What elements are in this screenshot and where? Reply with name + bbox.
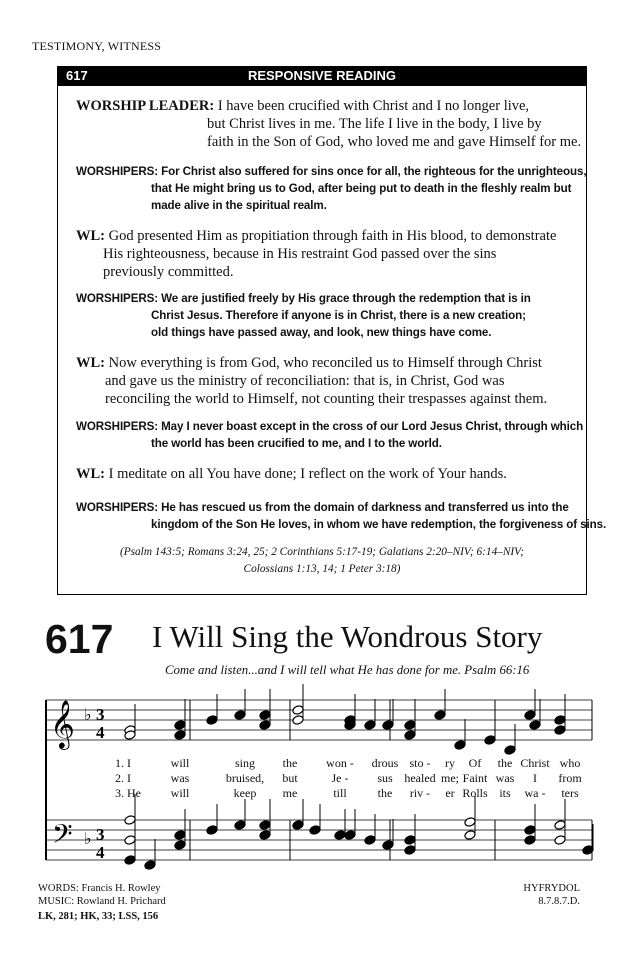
reading-line: Now everything is from God, who reconciled us to Himself through Christ xyxy=(108,355,542,371)
lyric-syllable: was xyxy=(495,771,515,785)
notehead xyxy=(524,710,536,721)
scripture-references xyxy=(57,544,587,578)
notehead xyxy=(464,817,476,828)
words-credit: WORDS: Francis H. Rowley xyxy=(38,883,161,894)
lyric-syllable: sing xyxy=(234,756,256,770)
notehead xyxy=(206,825,218,836)
reading-title: RESPONSIVE READING xyxy=(247,68,397,83)
reading-paragraph-4 xyxy=(76,290,531,341)
flat-sign-icon: ♭ xyxy=(84,705,92,724)
reading-line: the world has been crucified to me, and I to the world. xyxy=(151,437,442,450)
lyric-syllable: was xyxy=(170,771,190,785)
notehead xyxy=(234,710,246,721)
notehead xyxy=(124,815,136,826)
notehead xyxy=(404,845,416,856)
reading-paragraph-3 xyxy=(76,227,556,281)
notehead xyxy=(174,730,186,741)
reading-paragraph-8 xyxy=(76,499,606,533)
notehead xyxy=(259,720,271,731)
reading-line: WORSHIPERS: For Christ also suffered for sins once for all, the righteous for the unrighteous, xyxy=(76,165,587,178)
reading-line: God presented Him as propitiation through faith in His blood, to demonstrate xyxy=(108,228,557,244)
notehead xyxy=(524,835,536,846)
notehead xyxy=(504,745,516,756)
notehead xyxy=(524,825,536,836)
lyric-syllable: Christ xyxy=(520,756,550,770)
speaker-label: WORSHIP LEADER: xyxy=(76,98,215,114)
treble-clef-icon: 𝄞 xyxy=(50,699,75,748)
lyric-syllable: riv - xyxy=(409,786,431,800)
reading-line: WORSHIPERS: He has rescued us from the domain of darkness and transferred us into the xyxy=(76,501,569,514)
tune-info xyxy=(523,882,580,908)
reading-line: kingdom of the Son He loves, in whom we have redemption, the forgiveness of sins. xyxy=(151,518,607,531)
reading-paragraph-5 xyxy=(76,354,547,408)
meter: 8.7.8.7.D. xyxy=(538,896,580,907)
lyric-syllable: me xyxy=(282,786,298,800)
reading-title-bar xyxy=(58,67,586,86)
lyric-syllable: its xyxy=(499,786,511,800)
lyric-syllable: who xyxy=(559,756,581,770)
notehead xyxy=(404,720,416,731)
notehead xyxy=(334,830,346,841)
notehead xyxy=(464,830,476,841)
lyric-syllable: keep xyxy=(233,786,257,800)
reading-line: WORSHIPERS: We are justified freely by His grace through the redemption that is in xyxy=(76,292,531,305)
notehead xyxy=(174,830,186,841)
reading-number: 617 xyxy=(66,68,88,83)
flat-sign-icon: ♭ xyxy=(84,829,92,848)
lyric-syllable: sus xyxy=(377,771,393,785)
notehead xyxy=(259,710,271,721)
notehead xyxy=(364,720,376,731)
hymn-title: I Will Sing the Wondrous Story xyxy=(152,619,543,654)
speaker-label: WL: xyxy=(76,228,105,244)
hymnal-cross-reference: LK, 281; HK, 33; LSS, 156 xyxy=(38,911,159,922)
notehead xyxy=(454,740,466,751)
time-signature-icon: 3 xyxy=(96,825,105,844)
speaker-label: WL: xyxy=(76,355,105,371)
lyric-syllable: bruised, xyxy=(225,771,265,785)
lyric-syllable: will xyxy=(170,756,190,770)
notehead xyxy=(554,820,566,831)
notehead xyxy=(364,835,376,846)
reading-line: WORSHIPERS: May I never boast except in the cross of our Lord Jesus Christ, through which xyxy=(76,420,584,433)
credits xyxy=(38,882,166,908)
notehead xyxy=(554,715,566,726)
notehead xyxy=(404,730,416,741)
notehead xyxy=(434,710,446,721)
notehead xyxy=(382,720,394,731)
category-heading: TESTIMONY, WITNESS xyxy=(32,39,162,53)
lyric-syllable: won - xyxy=(326,756,354,770)
music-credit: MUSIC: Rowland H. Prichard xyxy=(38,896,166,907)
reading-line: I meditate on all You have done; I reflect on the work of Your hands. xyxy=(108,466,507,482)
lyric-syllable: ters xyxy=(561,786,579,800)
notehead xyxy=(259,830,271,841)
reading-line: I have been crucified with Christ and I no longer live, xyxy=(217,98,530,114)
lyric-syllable: healed xyxy=(404,771,436,785)
notehead xyxy=(124,855,136,866)
reading-line: but Christ lives in me. The life I live in the body, I live by xyxy=(207,116,542,132)
notehead xyxy=(259,820,271,831)
reading-line: and gave us the ministry of reconciliation: that is, in Christ, God was xyxy=(105,373,505,389)
notehead xyxy=(292,820,304,831)
lyric-syllable: ry xyxy=(445,756,455,770)
lyric-syllable: from xyxy=(558,771,582,785)
reading-paragraph-1 xyxy=(76,97,581,151)
reference-line: Colossians 1:13, 14; 1 Peter 3:18) xyxy=(243,563,401,575)
tune-name: HYFRYDOL xyxy=(523,883,580,894)
lyric-syllable: Je - xyxy=(331,771,349,785)
music-score xyxy=(40,680,600,880)
reading-line: previously committed. xyxy=(103,264,234,280)
notehead xyxy=(554,835,566,846)
lyric-syllable: Faint xyxy=(462,771,488,785)
notehead xyxy=(309,825,321,836)
hymn-number: 617 xyxy=(45,616,114,662)
reading-line: made alive in the spiritual realm. xyxy=(151,199,327,212)
reference-line: (Psalm 143:5; Romans 3:24, 25; 2 Corinthians 5:17-19; Galatians 2:20–NIV; 6:14–NIV; xyxy=(119,546,525,558)
lyric-syllable: but xyxy=(282,771,298,785)
notehead xyxy=(292,705,304,716)
lyric-syllable: sto - xyxy=(409,756,431,770)
hymn-epigraph: Come and listen...and I will tell what He has done for me. Psalm 66:16 xyxy=(165,663,530,677)
lyric-syllable: the xyxy=(497,756,513,770)
reading-paragraph-7 xyxy=(76,465,507,483)
notehead xyxy=(484,735,496,746)
time-signature-icon: 4 xyxy=(96,723,105,742)
lyric-syllable: will xyxy=(170,786,190,800)
notehead xyxy=(382,840,394,851)
reading-line: old things have passed away, and look, new things have come. xyxy=(151,326,492,339)
lyric-syllable: 3. He xyxy=(115,786,141,800)
reading-line: faith in the Son of God, who loved me and gave Himself for me. xyxy=(207,134,582,150)
notehead xyxy=(344,830,356,841)
lyric-syllable: I xyxy=(533,771,537,785)
lyric-syllable: 2. I xyxy=(115,771,131,785)
notehead xyxy=(404,835,416,846)
reading-line: Christ Jesus. Therefore if anyone is in Christ, there is a new creation; xyxy=(151,309,526,322)
lyric-syllable: the xyxy=(282,756,298,770)
notehead xyxy=(174,720,186,731)
lyric-syllable: Of xyxy=(468,756,482,770)
speaker-label: WL: xyxy=(76,466,105,482)
lyric-syllable: till xyxy=(333,786,347,800)
notehead xyxy=(174,840,186,851)
lyric-syllable: the xyxy=(377,786,393,800)
lyric-syllable: wa - xyxy=(524,786,546,800)
reading-line: His righteousness, because in His restraint God passed over the sins xyxy=(103,246,497,262)
lyric-syllable: er xyxy=(445,786,455,800)
lyric-syllable: Rolls xyxy=(462,786,488,800)
lyric-syllable: drous xyxy=(371,756,399,770)
reading-line: reconciling the world to Himself, not counting their trespasses against them. xyxy=(105,391,548,407)
lyric-syllable: me; xyxy=(441,771,459,785)
notehead xyxy=(292,715,304,726)
time-signature-icon: 3 xyxy=(96,705,105,724)
bass-clef-icon: 𝄢 xyxy=(52,818,73,856)
lyric-syllable: 1. I xyxy=(115,756,131,770)
notehead xyxy=(529,720,541,731)
notehead xyxy=(206,715,218,726)
notehead xyxy=(554,725,566,736)
reading-paragraph-2 xyxy=(76,163,586,214)
notehead xyxy=(234,820,246,831)
notehead xyxy=(124,835,136,846)
notes xyxy=(124,684,594,870)
reading-paragraph-6 xyxy=(76,418,583,452)
time-signature-icon: 4 xyxy=(96,843,105,862)
reading-line: that He might bring us to God, after being put to death in the fleshly realm but xyxy=(151,182,572,195)
notehead xyxy=(144,860,156,871)
